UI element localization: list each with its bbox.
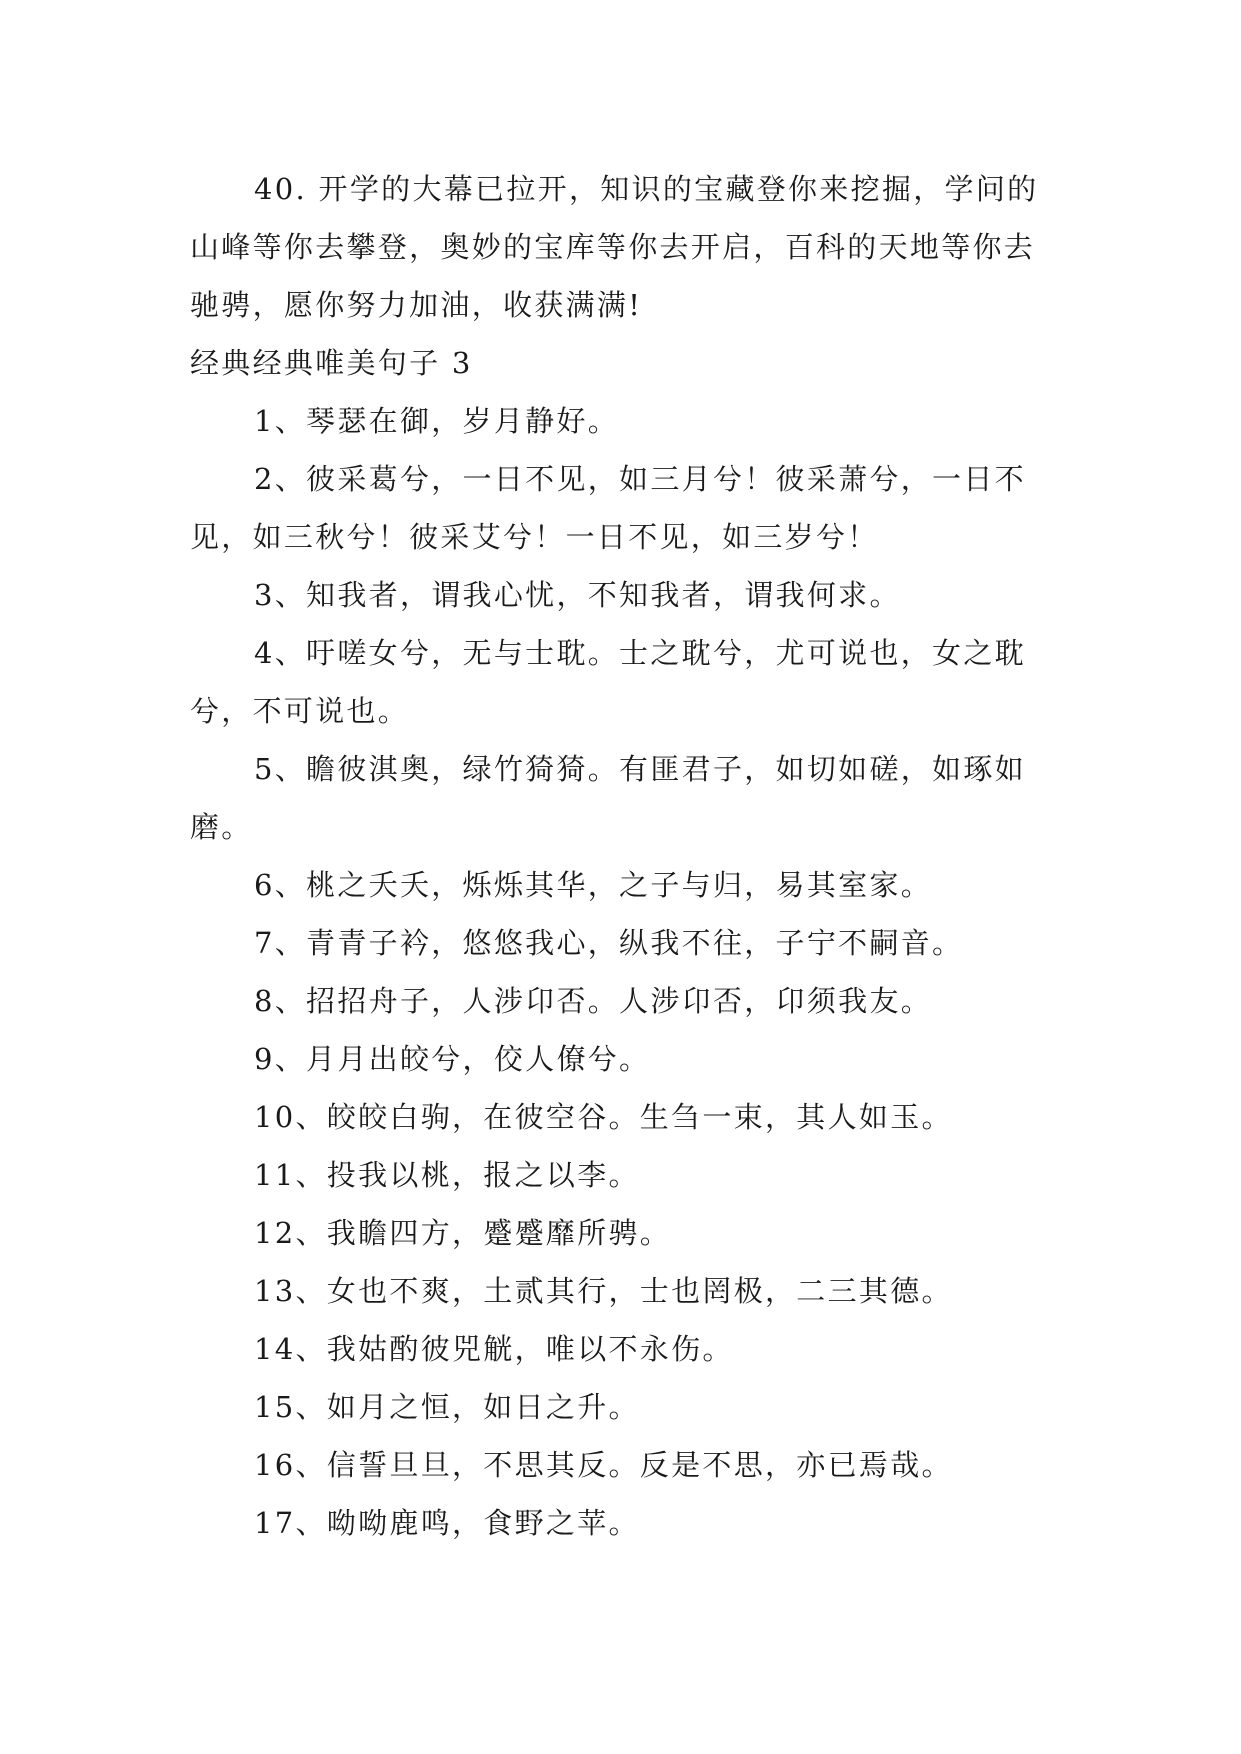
list-item: 9、月月出皎兮，佼人僚兮。	[254, 1042, 651, 1076]
list-item: 6、桃之夭夭，烁烁其华，之子与归，易其室家。	[254, 868, 933, 902]
list-item: 1、琴瑟在御，岁月静好。	[254, 404, 620, 438]
list-item: 17、呦呦鹿鸣，食野之苹。	[254, 1506, 640, 1540]
list-item: 14、我姑酌彼兕觥，唯以不永伤。	[254, 1332, 734, 1366]
list-item: 5、瞻彼淇奥，绿竹猗猗。有匪君子，如切如磋，如琢如磨。	[190, 752, 1026, 844]
list-item: 7、青青子衿，悠悠我心，纵我不往，子宁不嗣音。	[254, 926, 964, 960]
list-item: 3、知我者，谓我心忧，不知我者，谓我何求。	[254, 578, 901, 612]
section-heading: 经典经典唯美句子 3	[190, 346, 473, 380]
quote-list	[190, 392, 1050, 1552]
list-item: 16、信誓旦旦，不思其反。反是不思，亦已焉哉。	[254, 1448, 953, 1482]
list-item: 10、皎皎白驹，在彼空谷。生刍一束，其人如玉。	[254, 1100, 953, 1134]
list-item: 8、招招舟子，人涉卬否。人涉卬否，卬须我友。	[254, 984, 933, 1018]
list-item: 11、投我以桃，报之以李。	[254, 1158, 640, 1192]
list-item: 12、我瞻四方，蹙蹙靡所骋。	[254, 1216, 672, 1250]
list-item: 2、彼采葛兮，一日不见，如三月兮！彼采萧兮，一日不见，如三秋兮！彼采艾兮！一日不见，如三岁兮！	[190, 462, 1026, 554]
list-item: 4、吁嗟女兮，无与士耽。士之耽兮，尤可说也，女之耽兮，不可说也。	[190, 636, 1026, 728]
list-item: 13、女也不爽，土贰其行，士也罔极，二三其德。	[254, 1274, 953, 1308]
document-page	[190, 160, 1050, 1552]
list-item: 15、如月之恒，如日之升。	[254, 1390, 640, 1424]
intro-paragraph: 40. 开学的大幕已拉开，知识的宝藏登你来挖掘，学问的山峰等你去攀登，奥妙的宝库等你去开启，百科的天地等你去驰骋，愿你努力加油，收获满满!	[190, 172, 1039, 322]
